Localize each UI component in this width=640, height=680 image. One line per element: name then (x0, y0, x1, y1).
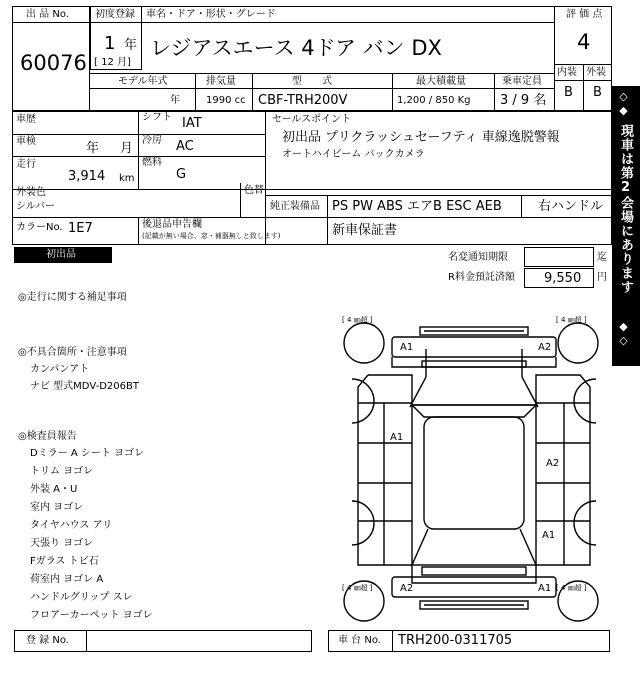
registration-number-label: 登 録 No. (26, 635, 69, 646)
tire-front-right (558, 323, 598, 363)
damage-mark-rear-right-side: A1 (542, 530, 556, 541)
tire-tread-front-right: [ 4 ㎜超 ] (556, 316, 587, 324)
van-outline (338, 315, 610, 627)
capacity-value: 3 / 9 名 (500, 93, 547, 108)
ac-value: AC (176, 139, 194, 154)
inspector-heading: ◎検査員報告 (18, 431, 77, 442)
damage-mark-side-left: A1 (390, 432, 404, 443)
inspector-item: 天張り ヨゴレ (30, 538, 94, 549)
color-change-label: 色替 (244, 185, 264, 196)
shaken-month: 月 (120, 141, 134, 156)
exterior-color-value: シルバー (16, 201, 56, 212)
inspector-item: タイヤハウス アリ (30, 520, 113, 531)
name-change-deadline-unit: 迄 (597, 252, 607, 263)
tire-front-left (344, 323, 384, 363)
overall-score: 4 (577, 30, 591, 54)
inspector-item: トリム ヨゴレ (30, 466, 94, 477)
fuel-value: G (176, 167, 187, 182)
lot-number: 60076 (20, 51, 87, 75)
max-load-value: 1,200 / 850 Kg (397, 95, 471, 106)
exterior-grade-label: 外装 (586, 67, 606, 78)
first-registration-month: [ 12 月] (94, 57, 131, 68)
max-load-label: 最大積載量 (416, 76, 466, 87)
inspector-item: 外装 A・U (30, 484, 78, 495)
chassis-number-label: 車 台 No. (338, 635, 381, 646)
vehicle-damage-diagram (338, 315, 610, 627)
driving-notes-heading: ◎走行に関する補足事項 (18, 292, 127, 303)
inspector-item: 荷室内 ヨゴレ A (30, 574, 104, 585)
damage-mark-rear-right: A1 (538, 583, 552, 594)
inspector-item: Dミラー A シート ヨゴレ (30, 448, 145, 459)
mileage-value: 3,914 (68, 169, 106, 184)
first-registration-year-unit: 年 (124, 38, 138, 53)
venue-notice-arrow-bottom: ◆◇ (617, 320, 630, 348)
inspector-item: ハンドルグリップ スレ (30, 592, 133, 603)
car-name-label: 車名・ドア・形状・グレード (146, 9, 276, 20)
capacity-label: 乗車定員 (502, 76, 542, 87)
mileage-unit: km (119, 173, 135, 184)
name-change-deadline-label: 名変通知期限 (448, 252, 508, 263)
sales-point-line-1: 初出品 プリクラッシュセーフティ 車線逸脱警報 (282, 130, 560, 145)
defects-heading: ◎不具合箇所・注意事項 (18, 347, 127, 358)
aftermarket-label: 後退品申告欄 (142, 219, 202, 230)
recycle-fee-value: 9,550 (544, 271, 582, 286)
fuel-label: 燃料 (142, 157, 162, 168)
warranty-value: 新車保証書 (332, 223, 398, 238)
shaken-label: 車検 (16, 136, 36, 147)
venue-notice-text: 現車は第2会場にあります (618, 124, 633, 294)
name-change-deadline-box (524, 247, 594, 267)
defect-item: ナビ 型式MDV-D206BT (30, 381, 139, 392)
defect-item: カンパンアト (30, 364, 90, 375)
damage-mark-front-right: A2 (538, 342, 552, 353)
sales-point-label: セールスポイント (272, 114, 352, 125)
color-number-label: カラーNo. (16, 222, 63, 233)
recycle-fee-label: R料金預託済額 (448, 272, 515, 283)
inspector-item: フロアーカーペット ヨゴレ (30, 610, 153, 621)
ac-label: 冷房 (142, 135, 162, 146)
shaken-year: 年 (86, 141, 100, 156)
handle-value: 右ハンドル (538, 199, 604, 214)
lot-number-label: 出 品 No. (26, 9, 69, 20)
model-year-label: モデル年式 (118, 76, 168, 87)
tire-tread-rear-right: [ 4 ㎜超 ] (556, 584, 587, 592)
shift-label: シフト (142, 112, 172, 123)
first-listing-badge-text: 初出品 (46, 249, 76, 260)
shift-value: IAT (182, 116, 202, 131)
score-label: 評 価 点 (566, 9, 603, 20)
displacement-value: 1990 cc (206, 95, 246, 106)
displacement-label: 排気量 (206, 76, 236, 87)
damage-mark-side-right: A2 (546, 458, 560, 469)
aftermarket-note: (記載が無い場合、窓・補器無しと致します) (142, 232, 281, 240)
tire-tread-rear-left: [ 4 ㎜超 ] (342, 584, 373, 592)
damage-mark-front-left: A1 (400, 342, 414, 353)
standard-equipment-value: PS PW ABS エアB ESC AEB (332, 199, 502, 214)
venue-notice-arrow-top: ◇◆ (617, 90, 630, 118)
exterior-color-label: 外装色 (16, 187, 46, 198)
history-label: 車歴 (16, 114, 36, 125)
sales-point-line-2: オートハイビーム バックカメラ (282, 149, 425, 160)
car-name: レジアスエース 4ドア バン DX (150, 36, 442, 60)
model-code: CBF-TRH200V (258, 93, 348, 108)
recycle-fee-unit: 円 (597, 272, 607, 283)
interior-grade-label: 内装 (557, 67, 577, 78)
standard-equipment-label: 純正装備品 (270, 201, 320, 212)
first-registration-year: 1 (104, 33, 116, 54)
first-registration-label: 初度登録 (95, 9, 135, 20)
model-year-unit: 年 (170, 95, 180, 106)
interior-grade: B (564, 85, 573, 100)
inspector-item: Fガラス トビ石 (30, 556, 99, 567)
model-code-label: 型 式 (292, 76, 332, 87)
color-number-value: 1E7 (68, 221, 93, 236)
chassis-number-value: TRH200-0311705 (398, 633, 513, 648)
inspector-item: 室内 ヨゴレ (30, 502, 84, 513)
exterior-grade: B (593, 85, 602, 100)
damage-mark-rear-left: A2 (400, 583, 414, 594)
mileage-label: 走行 (16, 159, 36, 170)
tire-tread-front-left: [ 4 ㎜超 ] (342, 316, 373, 324)
